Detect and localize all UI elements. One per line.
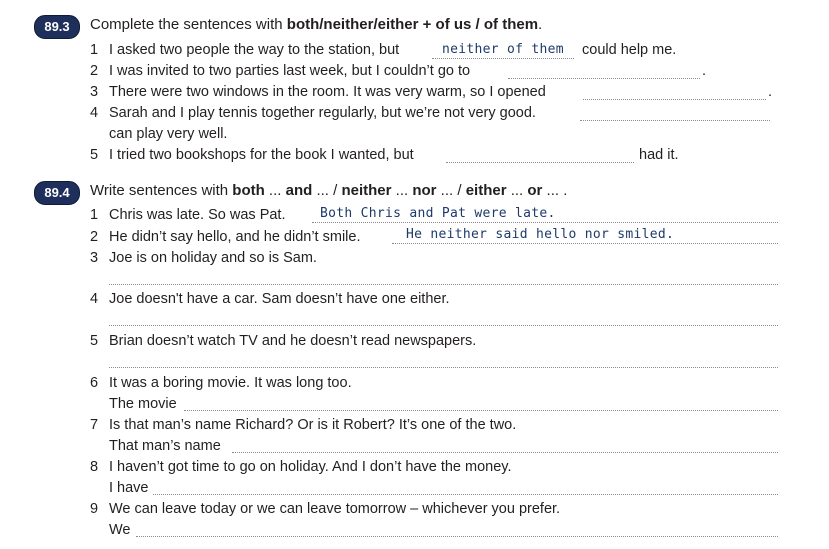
title-bold: and — [285, 182, 313, 199]
exercise-badge-89-3: 89.3 — [34, 15, 80, 39]
answer-line[interactable] — [136, 536, 778, 537]
title-bold: nor — [412, 182, 437, 199]
exercise-title-89-3 — [90, 16, 542, 33]
sentence-text: can play very well. — [109, 126, 228, 142]
title-text: ... — [391, 182, 413, 199]
item-number: 9 — [90, 501, 99, 517]
answer-line[interactable] — [312, 222, 778, 223]
sentence-text: could help me. — [582, 42, 677, 58]
sentence-text: There were two windows in the room. It was very warm, so I opened — [109, 84, 546, 100]
sentence-text: Sarah and I play tennis together regularly, but we’re not very good. — [109, 105, 536, 121]
answer-line[interactable] — [109, 284, 778, 285]
answer-line[interactable] — [392, 243, 778, 244]
sentence-text: It was a boring movie. It was long too. — [109, 375, 352, 391]
sentence-prompt: I have — [109, 480, 149, 496]
item-number: 5 — [90, 333, 99, 349]
handwritten-answer: Both Chris and Pat were late. — [320, 206, 556, 221]
title-text: ... / — [436, 182, 466, 199]
answer-line[interactable] — [583, 99, 766, 100]
item-number: 4 — [90, 291, 99, 307]
title-text: ... — [506, 182, 528, 199]
item-number: 4 — [90, 105, 99, 121]
title-bold: both/neither/either + of us / of them — [286, 16, 539, 33]
title-bold: neither — [341, 182, 392, 199]
sentence-text: I tried two bookshops for the book I wanted, but — [109, 147, 414, 163]
sentence-text: I was invited to two parties last week, but I couldn’t go to — [109, 63, 471, 79]
answer-line[interactable] — [432, 58, 574, 59]
sentence-prompt: We — [109, 522, 131, 538]
sentence-punct: . — [768, 84, 773, 100]
sentence-text: I haven’t got time to go on holiday. And I don’t have the money. — [109, 459, 512, 475]
sentence-text: Joe is on holiday and so is Sam. — [109, 250, 317, 266]
title-text: ... . — [542, 182, 568, 199]
title-text: . — [538, 16, 543, 33]
sentence-prompt: The movie — [109, 396, 177, 412]
item-number: 3 — [90, 250, 99, 266]
item-number: 5 — [90, 147, 99, 163]
item-number: 2 — [90, 63, 99, 79]
title-text: ... / — [312, 182, 342, 199]
item-number: 1 — [90, 207, 99, 223]
answer-line[interactable] — [508, 78, 700, 79]
title-bold: either — [465, 182, 507, 199]
sentence-prompt: That man’s name — [109, 438, 221, 454]
item-number: 1 — [90, 42, 99, 58]
item-number: 2 — [90, 229, 99, 245]
answer-line[interactable] — [153, 494, 778, 495]
sentence-text: Chris was late. So was Pat. — [109, 207, 286, 223]
title-text: Complete the sentences with — [90, 16, 287, 33]
title-bold: or — [527, 182, 543, 199]
exercise-title-89-4 — [90, 182, 567, 199]
sentence-text: We can leave today or we can leave tomorrow – whichever you prefer. — [109, 501, 561, 517]
item-number: 3 — [90, 84, 99, 100]
sentence-punct: . — [702, 63, 707, 79]
sentence-text: Joe doesn't have a car. Sam doesn’t have one either. — [109, 291, 450, 307]
answer-line[interactable] — [446, 162, 634, 163]
answer-line[interactable] — [109, 325, 778, 326]
title-text: Write sentences with — [90, 182, 233, 199]
sentence-text: Is that man’s name Richard? Or is it Robert? It’s one of the two. — [109, 417, 517, 433]
answer-line[interactable] — [232, 452, 778, 453]
answer-line[interactable] — [580, 120, 770, 121]
item-number: 8 — [90, 459, 99, 475]
handwritten-answer: He neither said hello nor smiled. — [406, 227, 675, 242]
answer-line[interactable] — [184, 410, 778, 411]
sentence-text: Brian doesn’t watch TV and he doesn’t read newspapers. — [109, 333, 477, 349]
sentence-text: He didn’t say hello, and he didn’t smile. — [109, 229, 361, 245]
exercise-badge-89-4: 89.4 — [34, 181, 80, 205]
handwritten-answer: neither of them — [442, 42, 564, 57]
title-text: ... — [264, 182, 286, 199]
sentence-text: had it. — [639, 147, 679, 163]
answer-line[interactable] — [109, 367, 778, 368]
sentence-text: I asked two people the way to the station, but — [109, 42, 400, 58]
title-bold: both — [232, 182, 265, 199]
item-number: 6 — [90, 375, 99, 391]
item-number: 7 — [90, 417, 99, 433]
